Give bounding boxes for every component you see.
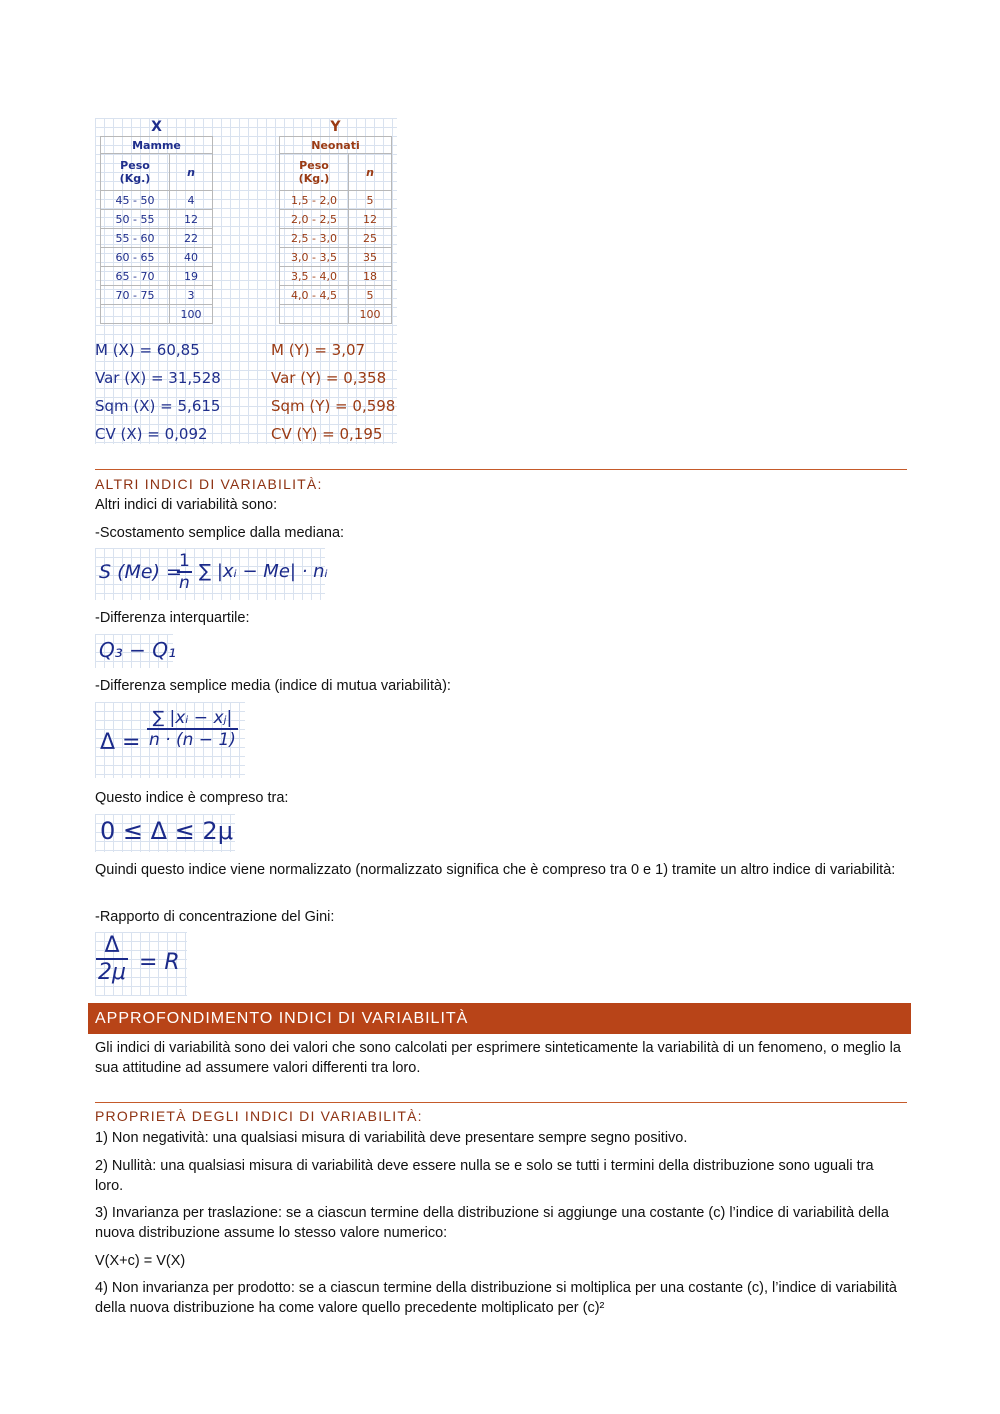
table-cell: 5 [349,286,392,305]
table-row [280,286,392,305]
normalized-text: Quindi questo indice viene normalizzato (normalizzato significa che è compreso tra 0 e 1) tramite un altro indice di variabilità: [95,862,896,878]
table-y-col-n: n [349,154,392,191]
table-total-row [280,305,392,324]
property-2: 2) Nullità: una qualsiasi misura di variabilità deve essere nulla se e solo se tutti i termini della distribuzione sono uguali tra loro. [95,1158,874,1194]
section-bar [88,1003,911,1034]
formula-part: ∑ |xᵢ − Me| · nᵢ [199,561,328,582]
formula-part: Δ = [100,730,141,755]
formula-numerator: Δ [96,933,128,960]
table-row [280,248,392,267]
property-3-formula: V(X+c) = V(X) [95,1253,186,1269]
table-row [280,191,392,210]
table-y-col-weight: Peso (Kg.) [280,154,349,191]
formula-part: Q₃ − Q₁ [99,638,176,662]
section-bar-title: APPROFONDIMENTO INDICI DI VARIABILITÀ [95,1010,469,1027]
table-y-grid [279,136,392,324]
formula-denominator: n [179,573,190,593]
table-row [280,210,392,229]
range-text: Questo indice è compreso tra: [95,790,289,806]
table-cell: 60 - 65 [101,248,170,267]
table-cell: 25 [349,229,392,248]
table-x-col-n: n [170,154,213,191]
table-cell: 4 [170,191,213,210]
table-row [280,267,392,286]
table-y-title: Y [330,119,341,135]
item-differenza-media: -Differenza semplice media (indice di mutua variabilità): [95,678,451,694]
table-x-caption: Mamme [101,137,213,154]
table-cell: 35 [349,248,392,267]
stat-cv-y: CV (Y) = 0,195 [271,425,383,443]
distribution-tables [95,118,397,444]
item-interquartile: -Differenza interquartile: [95,610,250,626]
stats-y [271,336,395,448]
table-cell: 22 [170,229,213,248]
formula-denominator: 2μ [98,960,126,985]
formula-scostamento-mediana [95,548,328,600]
table-cell: 70 - 75 [101,286,170,305]
table-row [101,191,213,210]
table-x-col-weight: Peso (Kg.) [101,154,170,191]
table-row [101,210,213,229]
section-heading-proprieta: PROPRIETÀ DEGLI INDICI DI VARIABILITÀ: [95,1108,423,1124]
table-row [101,286,213,305]
stat-cv-x: CV (X) = 0,092 [95,425,208,443]
table-x-grid [100,136,213,324]
formula-differenza-media [95,702,245,778]
table-total-row [101,305,213,324]
stat-mean-x: M (X) = 60,85 [95,341,200,359]
table-cell: 18 [349,267,392,286]
table-cell: 65 - 70 [101,267,170,286]
formula-part: 0 ≤ Δ ≤ 2μ [100,817,233,845]
property-1: 1) Non negatività: una qualsiasi misura di variabilità deve presentare sempre segno positivo. [95,1130,688,1146]
table-cell: 3 [170,286,213,305]
formula-fraction [147,708,238,750]
table-cell: 12 [170,210,213,229]
property-3: 3) Invarianza per traslazione: se a ciascun termine della distribuzione si aggiunge una costante (c) l’indice di variabilità della nuova distribuzione assume lo stesso valore numerico: [95,1205,889,1241]
table-cell: 12 [349,210,392,229]
table-cell: 5 [349,191,392,210]
table-cell: 3,5 - 4,0 [280,267,349,286]
formula-range [95,814,235,852]
formula-numerator: ∑ |xᵢ − xⱼ| [147,708,238,730]
section-divider [95,1102,907,1103]
table-y-caption: Neonati [280,137,392,154]
table-row [101,229,213,248]
table-row [101,267,213,286]
table-cell: 19 [170,267,213,286]
stats-x [95,336,221,448]
formula-gini [95,932,187,996]
approfondimento-paragraph: Gli indici di variabilità sono dei valori che sono calcolati per esprimere sinteticamente la variabilità di un fenomeno, o meglio la sua attitudine ad assumere valori differenti tra loro. [95,1040,901,1076]
table-cell: 3,0 - 3,5 [280,248,349,267]
table-cell: 45 - 50 [101,191,170,210]
section-heading-altri-indici: ALTRI INDICI DI VARIABILITÀ: [95,476,323,492]
stat-mean-y: M (Y) = 3,07 [271,341,366,359]
table-cell: 4,0 - 4,5 [280,286,349,305]
intro-text: Altri indici di variabilità sono: [95,497,278,513]
table-x [100,118,213,324]
formula-fraction [96,933,128,985]
table-x-title: X [151,119,162,135]
table-cell [280,305,349,324]
stat-var-y: Var (Y) = 0,358 [271,369,387,387]
table-cell: 40 [170,248,213,267]
formula-denominator: n · (n − 1) [149,730,236,750]
formula-interquartile [95,634,176,668]
table-cell: 2,5 - 3,0 [280,229,349,248]
table-y [279,118,392,324]
formula-fraction [177,551,192,593]
stat-var-x: Var (X) = 31,528 [95,369,221,387]
table-cell: 55 - 60 [101,229,170,248]
property-4: 4) Non invarianza per prodotto: se a ciascun termine della distribuzione si moltiplica per una costante (c), l’indice di variabilità della nuova distribuzione ha come valore quello precedente moltiplicato per (c)² [95,1280,897,1316]
table-cell: 2,0 - 2,5 [280,210,349,229]
formula-numerator: 1 [179,551,190,571]
table-cell: 1,5 - 2,0 [280,191,349,210]
stat-sqm-y: Sqm (Y) = 0,598 [271,397,396,415]
item-scostamento: -Scostamento semplice dalla mediana: [95,525,345,541]
stat-sqm-x: Sqm (X) = 5,615 [95,397,221,415]
item-gini: -Rapporto di concentrazione del Gini: [95,909,335,925]
table-row [280,229,392,248]
table-cell [101,305,170,324]
formula-part: S (Me) = [99,561,182,583]
table-y-total: 100 [349,305,392,324]
section-divider [95,469,907,470]
table-row [101,248,213,267]
formula-part: = R [139,950,180,975]
table-cell: 50 - 55 [101,210,170,229]
table-x-total: 100 [170,305,213,324]
